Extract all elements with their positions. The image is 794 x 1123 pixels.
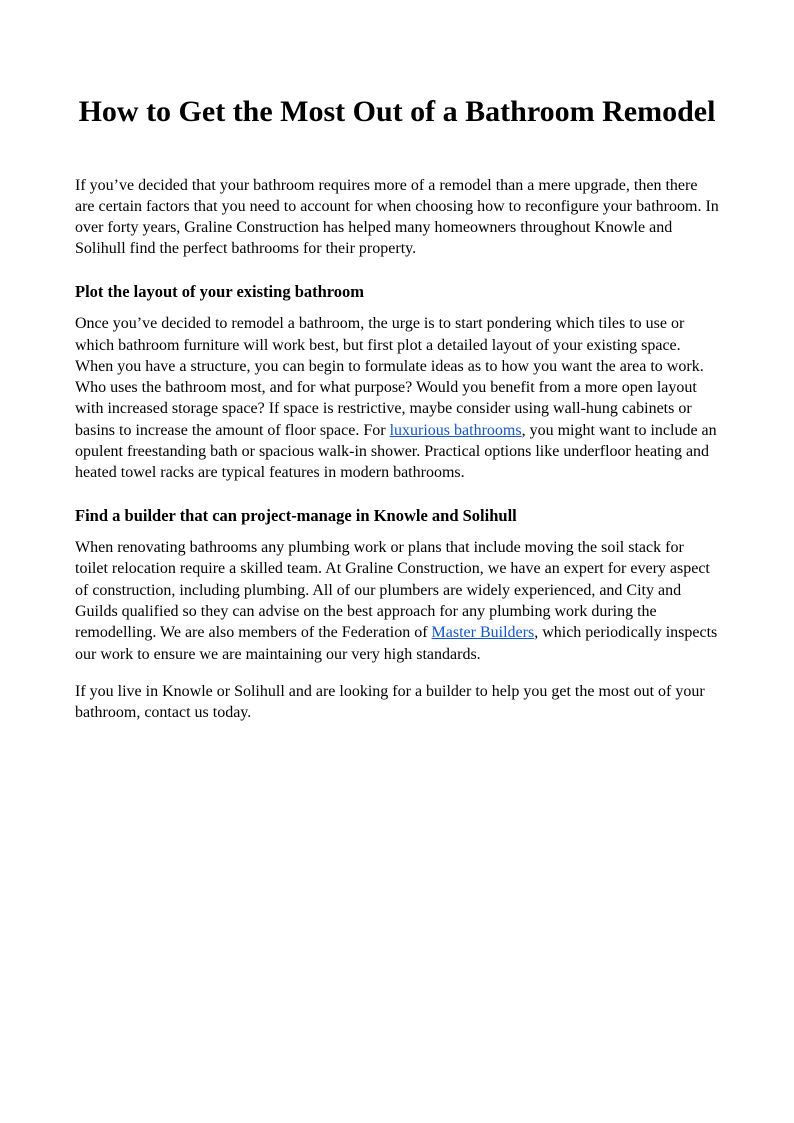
inline-link[interactable]: Master Builders [431, 624, 535, 642]
paragraph: Once you’ve decided to remodel a bathroom, the urge is to start pondering which tiles to use or which bathroom furniture will work best, but first plot a detailed layout of your existing space. When you have a structure, you can begin to formulate ideas as to how you want the area to work. Who uses the bathroom most, and for what purpose? Would you benefit from a more open layout with increased storage space? If space is restrictive, maybe consider using wall-hung cabinets or basins to increase the amount of floor space. For luxurious bathrooms, you might want to include an opulent freestanding bath or spacious walk-in shower. Practical options like underfloor heating and heated towel racks are typical features in modern bathrooms. [75, 315, 717, 482]
paragraph: If you live in Knowle or Solihull and are looking for a builder to help you get the most out of your bathroom, contact us today. [75, 682, 705, 722]
paragraph: If you’ve decided that your bathroom requires more of a remodel than a mere upgrade, then there are certain factors that you need to account for when choosing how to reconfigure your bathroom. In over forty years, Graline Construction has helped many homeowners throughout Knowle and Solihull find the perfect bathrooms for their property. [75, 176, 719, 258]
inline-link[interactable]: luxurious bathrooms [389, 421, 522, 439]
document-body [75, 175, 719, 724]
section-heading: Find a builder that can project-manage in Knowle and Solihull [75, 505, 517, 525]
section-heading: Plot the layout of your existing bathroom [75, 281, 365, 301]
document-title: How to Get the Most Out of a Bathroom Remodel [78, 95, 716, 128]
paragraph: When renovating bathrooms any plumbing work or plans that include moving the soil stack for toilet relocation require a skilled team. At Graline Construction, we have an expert for every aspect of construction, including plumbing. All of our plumbers are widely experienced, and City and Guilds qualified so they can advise on the best approach for any plumbing work during the remodelling. We are also members of the Federation of Master Builders, which periodically inspects our work to ensure we are maintaining our very high standards. [75, 539, 718, 663]
